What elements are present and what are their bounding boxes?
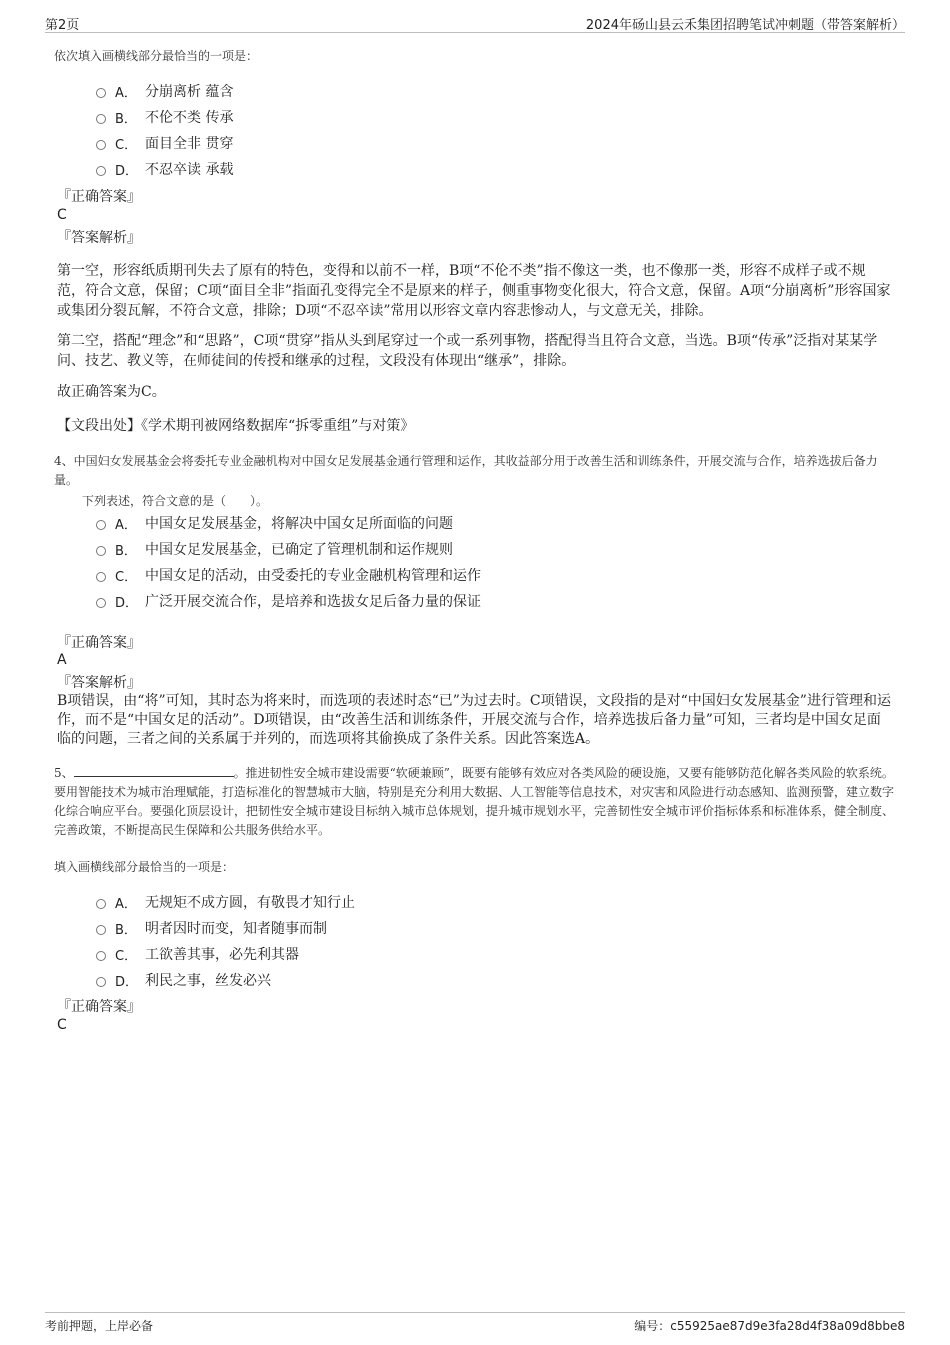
radio-icon[interactable] bbox=[96, 520, 106, 530]
q4-analysis-label: 『答案解析』 bbox=[57, 675, 141, 691]
q5-option-b[interactable]: B． 明者因时而变，知者随事而制 bbox=[96, 915, 355, 941]
radio-icon[interactable] bbox=[96, 88, 106, 98]
q4-option-b[interactable]: B． 中国女足发展基金，已确定了管理机制和运作规则 bbox=[96, 536, 481, 562]
q4-analysis: B项错误，由“将”可知，其时态为将来时，而选项的表述时态“已”为过去时。C项错误，文段指的是对“中国妇女发展基金”进行管理和运作，而不是“中国女足的活动”。D项错误，由“改善生活和训练条件，开展交流与合作，培养选拔后备力量”可知，三者均是中国女足面临的问题，三者之间的关系属于并列的，而选项将其偷换成了条件关系。因此答案选A。 bbox=[57, 693, 891, 747]
q5-option-c[interactable]: C． 工欲善其事，必先利其器 bbox=[96, 941, 355, 967]
q3-option-d[interactable]: D． 不忍卒读 承载 bbox=[96, 156, 233, 182]
radio-icon[interactable] bbox=[96, 166, 106, 176]
q5-option-a[interactable]: A． 无规矩不成方圆，有敬畏才知行止 bbox=[96, 889, 355, 915]
radio-icon[interactable] bbox=[96, 572, 106, 582]
q5-answer-label: 『正确答案』 bbox=[57, 999, 141, 1015]
radio-icon[interactable] bbox=[96, 925, 106, 935]
radio-icon[interactable] bbox=[96, 598, 106, 608]
page-footer bbox=[45, 1312, 905, 1337]
q4-option-a[interactable]: A． 中国女足发展基金，将解决中国女足所面临的问题 bbox=[96, 510, 481, 536]
document-code: 编号：c55925ae87d9e3fa28d4f38a09d8bbe8 bbox=[634, 1319, 905, 1333]
radio-icon[interactable] bbox=[96, 951, 106, 961]
page-number: 第2页 bbox=[45, 18, 80, 33]
q3-option-a[interactable]: A． 分崩离析 蕴含 bbox=[96, 78, 233, 104]
q4-options bbox=[96, 510, 481, 614]
q5-answer: C bbox=[57, 1017, 67, 1033]
q4-option-c[interactable]: C． 中国女足的活动，由受委托的专业金融机构管理和运作 bbox=[96, 562, 481, 588]
q5-stem bbox=[54, 764, 896, 840]
q5-options bbox=[96, 889, 355, 993]
q3-source: 【文段出处】《学术期刊被网络数据库“拆零重组”与对策》 bbox=[57, 418, 415, 434]
q4-answer: A bbox=[57, 652, 67, 668]
q3-option-c[interactable]: C． 面目全非 贯穿 bbox=[96, 130, 233, 156]
q4-option-d[interactable]: D． 广泛开展交流合作，是培养和选拔女足后备力量的保证 bbox=[96, 588, 481, 614]
q5-option-d[interactable]: D． 利民之事，丝发必兴 bbox=[96, 967, 355, 993]
q3-analysis-paragraph-2: 第二空，搭配“理念”和“思路”，C项“贯穿”指从头到尾穿过一个或一系列事物，搭配得当且符合文意，当选。B项“传承”泛指对某某学问、技艺、教义等，在师徒间的传授和继承的过程，文段没有体现出“继承”，排除。 bbox=[57, 333, 878, 369]
q3-analysis-label: 『答案解析』 bbox=[57, 230, 141, 246]
q3-option-b[interactable]: B． 不伦不类 传承 bbox=[96, 104, 233, 130]
radio-icon[interactable] bbox=[96, 899, 106, 909]
q4-answer-label: 『正确答案』 bbox=[57, 635, 141, 651]
q3-prompt: 依次填入画横线部分最恰当的一项是： bbox=[54, 49, 259, 63]
q3-analysis-paragraph-1: 第一空，形容纸质期刊失去了原有的特色，变得和以前不一样，B项“不伦不类”指不像这一类，也不像那一类，形容不成样子或不规范，符合文意，保留；C项“面目全非”指面孔变得完全不是原来的样子，侧重事物变化很大，符合文意，保留。A项“分崩离析”形容国家或集团分裂瓦解，不符合文意，排除；D项“不忍卒读”常用以形容文章内容悲惨动人，与文意无关，排除。 bbox=[57, 263, 891, 319]
radio-icon[interactable] bbox=[96, 114, 106, 124]
radio-icon[interactable] bbox=[96, 546, 106, 556]
q5-stem-text: 。推进韧性安全城市建设需要“软硬兼顾”，既要有能够有效应对各类风险的硬设施，又要有能够防范化解各类风险的软系统。要用智能技术为城市治理赋能，打造标准化的智慧城市大脑，特别是充分利用大数据、人工智能等信息技术，对灾害和风险进行动态感知、监测预警，建立数字化综合响应平台。要强化顶层设计，把韧性安全城市建设目标纳入城市总体规划，提升城市规划水平，完善韧性安全城市评价指标体系和标准体系，健全制度、完善政策，不断提高民生保障和公共服务供给水平。 bbox=[54, 766, 895, 837]
q4-prompt: 下列表述，符合文意的是（ ）。 bbox=[82, 494, 269, 508]
q5-number: 5、 bbox=[54, 766, 74, 780]
q5-prompt: 填入画横线部分最恰当的一项是： bbox=[54, 860, 235, 874]
q4-stem: 4、中国妇女发展基金会将委托专业金融机构对中国女足发展基金通行管理和运作，其收益部分用于改善生活和训练条件，开展交流与合作，培养选拔后备力量。 bbox=[54, 454, 878, 487]
page-header bbox=[45, 10, 905, 33]
q3-answer: C bbox=[57, 207, 67, 223]
footer-slogan: 考前押题，上岸必备 bbox=[45, 1319, 154, 1333]
document-title: 2024年砀山县云禾集团招聘笔试冲刺题（带答案解析） bbox=[585, 18, 905, 33]
q3-conclusion: 故正确答案为C。 bbox=[57, 384, 166, 400]
q5-blank bbox=[74, 764, 234, 777]
q3-options bbox=[96, 78, 233, 182]
radio-icon[interactable] bbox=[96, 977, 106, 987]
q3-answer-label: 『正确答案』 bbox=[57, 189, 141, 205]
radio-icon[interactable] bbox=[96, 140, 106, 150]
